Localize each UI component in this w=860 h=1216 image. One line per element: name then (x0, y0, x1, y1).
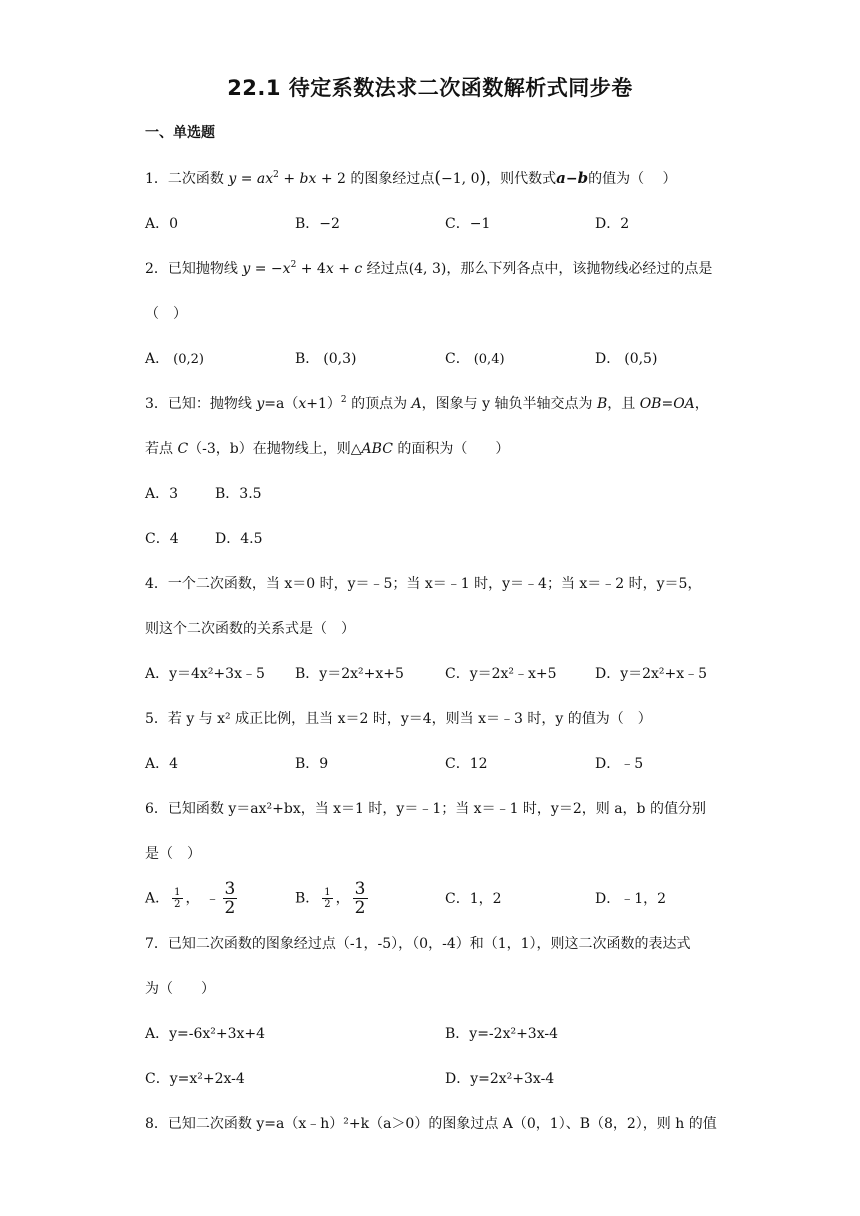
question-3-stem: 3．已知：抛物线 $y=a(x+1)^2$ 的顶点为 A，图象与 y 轴负半轴交点为 B，且 OB=OA， (145, 395, 709, 412)
q1-formula: y (228, 171, 237, 187)
fraction-one-half: $\frac{1}{2}$ (174, 887, 181, 910)
q3-option-a[interactable]: A．3 (145, 486, 179, 502)
fraction-three-halves: $\frac{3}{2}$ (354, 879, 366, 918)
q7-option-a[interactable]: A．y=-6x²+3x+4 (145, 1026, 266, 1042)
q1-expression: a (556, 169, 566, 187)
q2-text-b: 经过点 (362, 261, 409, 277)
q3-option-d[interactable]: D．4.5 (215, 531, 263, 547)
fraction-three-halves: $\frac{3}{2}$ (224, 879, 236, 918)
q5-option-d[interactable]: D．﹣5 (595, 756, 644, 772)
q4-option-b[interactable]: B．y＝2x²+x+5 (295, 666, 404, 682)
question-1-stem: 1．二次函数 $y = ax^2$ + bx + 2 的图象经过点(−1, 0)，则代数式a−b的值为（ ） (145, 168, 677, 188)
q2-option-d[interactable]: D． (0,5) (595, 351, 658, 367)
q1-option-d[interactable]: D．2 (595, 216, 630, 232)
q3-option-c[interactable]: C．4 (145, 531, 179, 547)
page-title: 22.1 待定系数法求二次函数解析式同步卷 (227, 76, 633, 100)
q1-text-b: 的图象经过点 (345, 171, 435, 187)
question-4-stem: 4．一个二次函数，当 x＝0 时，y＝﹣5；当 x＝﹣1 时，y＝﹣4；当 x＝﹣2 时，y＝5， (145, 576, 702, 592)
q1-option-a[interactable]: A．0 (145, 216, 179, 232)
question-2-cont: （ ） (145, 306, 187, 322)
q6-option-c[interactable]: C．1，2 (445, 891, 502, 907)
q2-text-a: 2．已知抛物线 (145, 261, 243, 277)
q5-option-a[interactable]: A．4 (145, 756, 179, 772)
question-6-cont: 是（ ） (145, 846, 201, 862)
question-8-stem: 8．已知二次函数 y=a（x﹣h）²+k（a＞0）的图象过点 A（0，1）、B（8，2），则 h 的值 (145, 1116, 717, 1132)
fraction-one-half: $\frac{1}{2}$ (324, 887, 331, 910)
q1-option-b[interactable]: B．−2 (295, 216, 340, 232)
q6-option-a[interactable]: A． $\frac{1}{2}$ ， ﹣ $\frac{3}{2}$ (145, 879, 236, 918)
q7-option-d[interactable]: D．y=2x²+3x-4 (445, 1071, 555, 1087)
q4-option-d[interactable]: D．y＝2x²+x﹣5 (595, 666, 708, 682)
q7-option-b[interactable]: B．y=-2x²+3x-4 (445, 1026, 558, 1042)
section-heading: 一、单选题 (145, 125, 215, 141)
question-2-stem: 2．已知抛物线 $y = -x^2 + 4x + c$ 经过点(4, 3)，那么下列各点中，该抛物线必经过的点是 (145, 260, 713, 277)
q1-text-a: 1．二次函数 (145, 171, 229, 187)
q4-option-a[interactable]: A．y＝4x²+3x﹣5 (145, 666, 265, 682)
q2-option-c[interactable]: C． (0,4) (445, 351, 505, 367)
q4-option-c[interactable]: C．y＝2x²﹣x+5 (445, 666, 557, 682)
q5-option-c[interactable]: C．12 (445, 756, 488, 772)
q2-option-b[interactable]: B． (0,3) (295, 351, 357, 367)
question-4-cont: 则这个二次函数的关系式是（ ） (145, 621, 355, 637)
q2-option-a[interactable]: A． (0,2) (145, 351, 204, 367)
q2-text-c: ，那么下列各点中，该抛物线必经过的点是 (446, 261, 713, 277)
question-3-cont: 若点 C（-3，b）在抛物线上，则△ABC 的面积为（ ） (145, 441, 510, 457)
question-7-cont: 为（ ） (145, 981, 215, 997)
q6-option-d[interactable]: D．﹣1，2 (595, 891, 667, 907)
q1-option-c[interactable]: C．−1 (445, 216, 491, 232)
q7-option-c[interactable]: C．y=x²+2x-4 (145, 1071, 245, 1087)
q3-option-b[interactable]: B．3.5 (215, 486, 262, 502)
q1-text-d: 的值为（ ） (588, 171, 677, 187)
q5-option-b[interactable]: B．9 (295, 756, 329, 772)
q1-point: ( (434, 168, 442, 188)
question-7-stem: 7．已知二次函数的图象经过点（-1，-5），（0，-4）和（1，1），则这二次函数的表达式 (145, 936, 691, 952)
q6-option-b[interactable]: B． $\frac{1}{2}$ ， $\frac{3}{2}$ (295, 879, 366, 918)
question-6-stem: 6．已知函数 y＝ax²+bx，当 x＝1 时，y＝﹣1；当 x＝﹣1 时，y＝2，则 a，b 的值分别 (145, 801, 706, 817)
question-5-stem: 5．若 y 与 x² 成正比例，且当 x＝2 时，y＝4，则当 x＝﹣3 时，y 的值为（ ） (145, 711, 652, 727)
q1-text-c: ，则代数式 (486, 171, 557, 187)
q2-formula: y (242, 261, 251, 277)
